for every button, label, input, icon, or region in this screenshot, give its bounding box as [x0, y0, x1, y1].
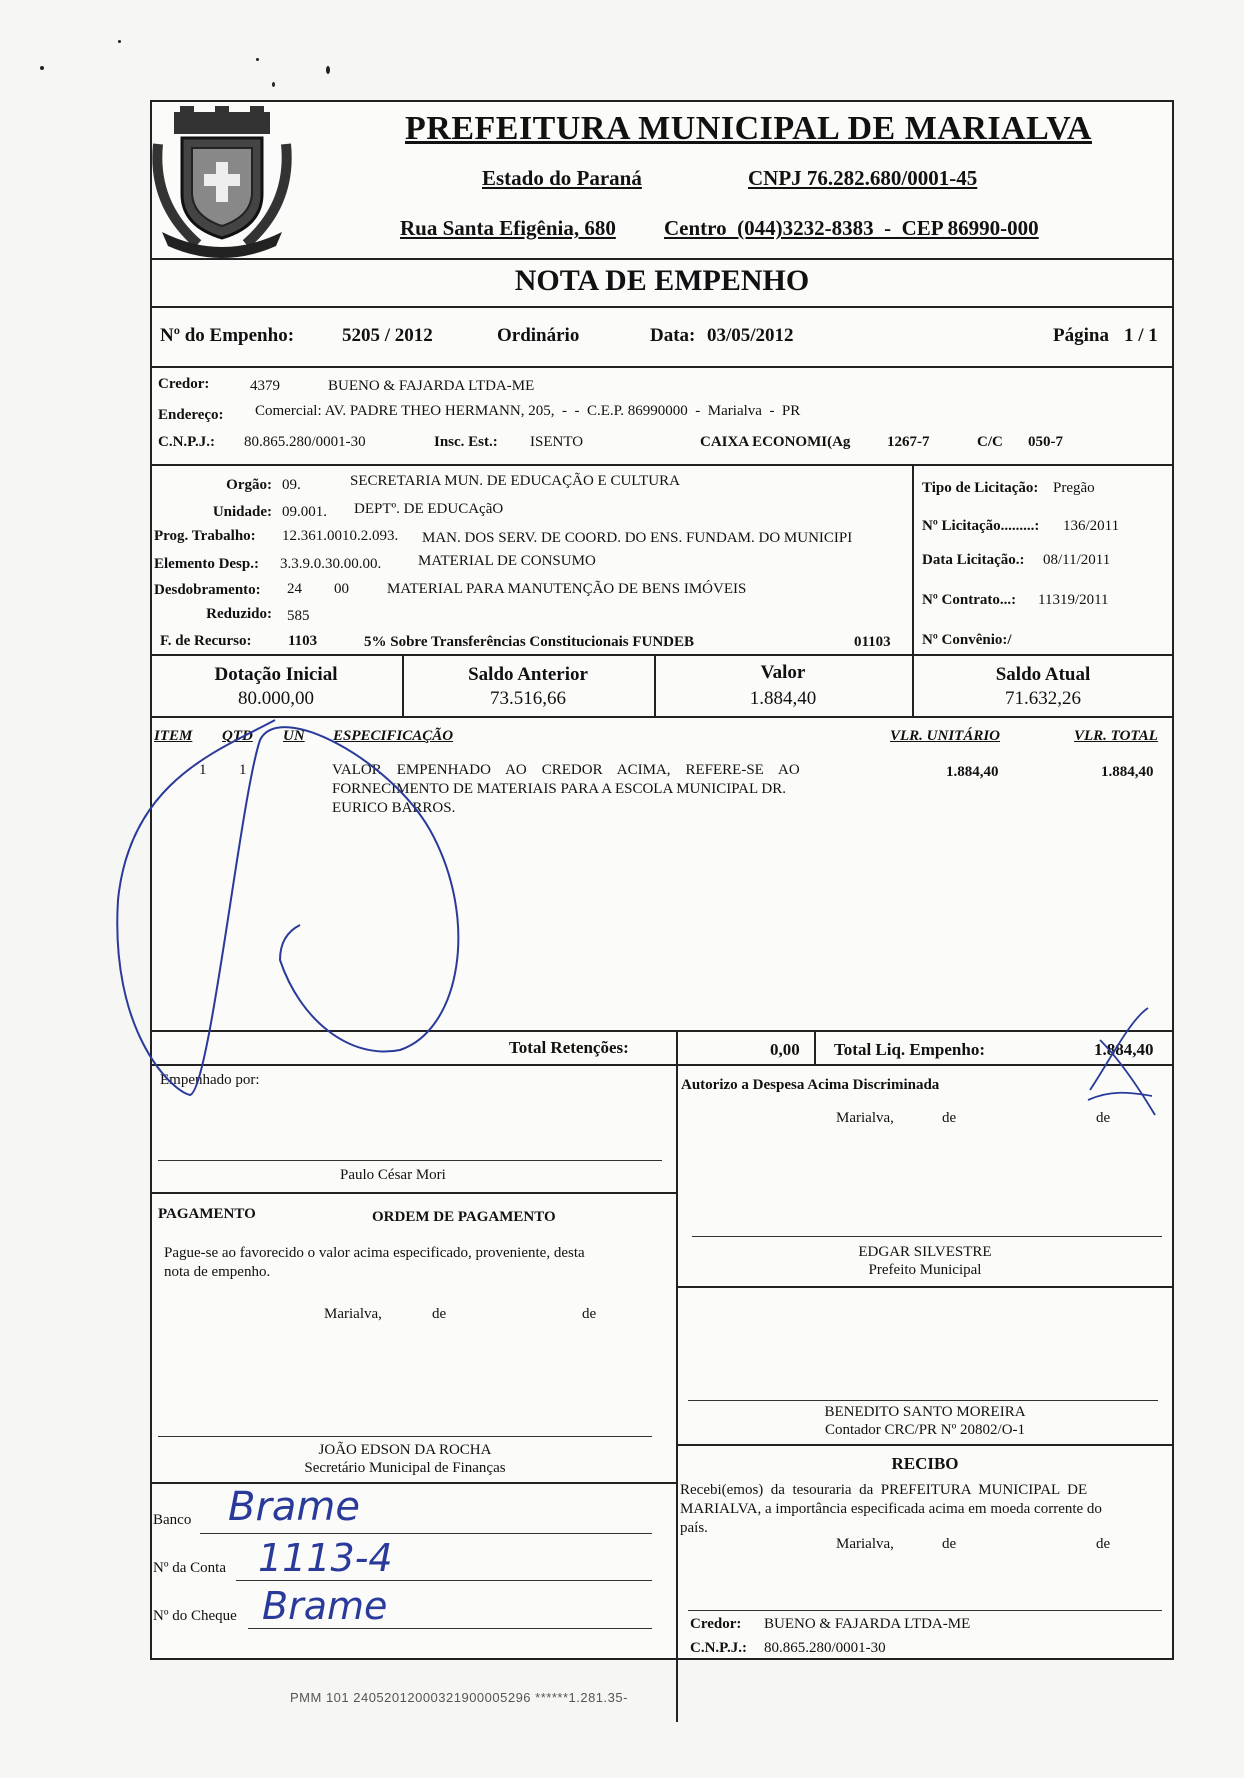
conta-label: Nº da Conta — [153, 1560, 226, 1576]
ordem-label: ORDEM DE PAGAMENTO — [372, 1209, 556, 1225]
header-street: Rua Santa Efigênia, 680 — [400, 216, 616, 240]
pague-line2: nota de empenho. — [164, 1264, 271, 1280]
row-vlr-unit: 1.884,40 — [946, 764, 999, 780]
credor-code: 4379 — [250, 378, 280, 394]
rec-credor-label: Credor: — [690, 1616, 742, 1632]
col-vlr-total: VLR. TOTAL — [1074, 728, 1158, 744]
reduzido-label: Reduzido: — [206, 606, 272, 622]
cc-value: 050-7 — [1028, 434, 1063, 450]
orgao-label: Orgão: — [226, 477, 272, 493]
prog-name: MAN. DOS SERV. DE COORD. DO ENS. FUNDAM. DO MUNICIPI — [422, 530, 853, 546]
credor-label: Credor: — [158, 376, 210, 392]
cheque-label: Nº do Cheque — [153, 1608, 237, 1624]
contrato-value: 11319/2011 — [1038, 592, 1109, 608]
pag-de1: de — [432, 1306, 447, 1322]
col-vlr-unit: VLR. UNITÁRIO — [890, 728, 1001, 744]
contador-role: Contador CRC/PR Nº 20802/O-1 — [824, 1422, 1026, 1438]
saldo-anterior-label: Saldo Anterior — [468, 664, 588, 685]
desdob-code1: 24 — [287, 581, 302, 597]
valor-label: Valor — [760, 662, 806, 683]
empenhado-name: Paulo César Mori — [340, 1167, 446, 1183]
desdob-name: MATERIAL PARA MANUTENÇÃO DE BENS IMÓVEIS — [387, 581, 747, 597]
page-number: 1 / 1 — [1124, 325, 1158, 346]
retencoes-label: Total Retenções: — [509, 1038, 629, 1057]
convenio-label: Nº Convênio:/ — [922, 632, 1012, 648]
desdob-label: Desdobramento: — [154, 582, 261, 598]
orgao-name: SECRETARIA MUN. DE EDUCAÇÃO E CULTURA — [350, 473, 680, 489]
row-desc-line2: FORNECIMENTO DE MATERIAIS PARA A ESCOLA MUNICIPAL DR. — [332, 781, 786, 797]
rec-de2: de — [1096, 1536, 1111, 1552]
cc-label: C/C — [977, 434, 1003, 450]
insc-label: Insc. Est.: — [434, 434, 498, 450]
recibo-title: RECIBO — [891, 1454, 959, 1473]
header-title: PREFEITURA MUNICIPAL DE MARIALVA — [405, 110, 1092, 147]
credor-cnpj-label: C.N.P.J.: — [158, 434, 215, 450]
rec-de1: de — [942, 1536, 957, 1552]
col-item: ITEM — [154, 728, 193, 744]
prefeito-role: Prefeito Municipal — [868, 1262, 982, 1278]
pag-de2: de — [582, 1306, 597, 1322]
licitacao-tipo-label: Tipo de Licitação: — [922, 480, 1039, 496]
recurso-code: 1103 — [288, 633, 318, 649]
header-cnpj: CNPJ 76.282.680/0001-45 — [748, 166, 978, 190]
saldo-atual-value: 71.632,26 — [1005, 688, 1081, 709]
municipal-crest — [152, 104, 292, 264]
insc-value: ISENTO — [530, 434, 584, 450]
address-label: Endereço: — [158, 407, 224, 423]
elemento-name: MATERIAL DE CONSUMO — [418, 553, 596, 569]
conta-handwritten: 1113-4 — [258, 1536, 393, 1580]
empenho-date-label: Data: — [650, 325, 696, 346]
doc-title: NOTA DE EMPENHO — [514, 264, 810, 297]
liq-value: 1.884,40 — [1094, 1040, 1154, 1059]
aut-de1: de — [942, 1110, 957, 1126]
elemento-label: Elemento Desp.: — [154, 556, 259, 572]
signature-scribble — [100, 700, 480, 1200]
recibo-line3: país. — [680, 1520, 708, 1536]
row-desc-line1: VALOR EMPENHADO AO CREDOR ACIMA, REFERE-SE AO — [332, 762, 800, 778]
signature-check — [1080, 1000, 1160, 1120]
rec-marialva: Marialva, — [836, 1536, 894, 1552]
row-qtd: 1 — [239, 762, 247, 778]
header-contact: Centro (044)3232-8383 - CEP 86990-000 — [664, 216, 1039, 240]
row-desc-line3: EURICO BARROS. — [332, 800, 456, 816]
pague-line1: Pague-se ao favorecido o valor acima especificado, proveniente, desta — [164, 1245, 585, 1261]
saldo-anterior-value: 73.516,66 — [490, 688, 566, 709]
autorizo-text: Autorizo a Despesa Acima Discriminada — [681, 1077, 940, 1093]
empenho-number-label: Nº do Empenho: — [160, 325, 295, 346]
banco-handwritten: Brame — [228, 1484, 360, 1530]
contador-name: BENEDITO SANTO MOREIRA — [824, 1404, 1026, 1420]
liq-label: Total Liq. Empenho: — [834, 1040, 985, 1059]
unidade-label: Unidade: — [212, 504, 272, 520]
pagamento-label: PAGAMENTO — [158, 1206, 256, 1222]
credor-cnpj: 80.865.280/0001-30 — [244, 434, 366, 450]
col-un: UN — [283, 728, 305, 744]
recibo-line2: MARIALVA, a importância especificada acima em moeda corrente do — [680, 1501, 1102, 1517]
licitacao-num-label: Nº Licitação.........: — [922, 518, 1040, 534]
dotacao-label: Dotação Inicial — [214, 664, 338, 685]
desdob-code2: 00 — [334, 581, 349, 597]
recurso-name: 5% Sobre Transferências Constitucionais FUNDEB — [364, 634, 695, 650]
secretario-role: Secretário Municipal de Finanças — [304, 1460, 506, 1476]
banco-label: Banco — [153, 1512, 192, 1528]
orgao-code: 09. — [282, 477, 301, 493]
credor-name: BUENO & FAJARDA LTDA-ME — [328, 378, 535, 394]
secretario-name: JOÃO EDSON DA ROCHA — [318, 1442, 492, 1458]
credor-agency: 1267-7 — [887, 434, 930, 450]
credor-address: Comercial: AV. PADRE THEO HERMANN, 205, - - C.E.P. 86990000 - Marialva - PR — [255, 403, 801, 419]
aut-marialva: Marialva, — [836, 1110, 894, 1126]
licitacao-tipo: Pregão — [1053, 480, 1095, 496]
footer-code: PMM 101 24052012000321900005296 ******1.281.35- — [290, 1690, 628, 1705]
unidade-code: 09.001. — [282, 504, 327, 520]
licitacao-data-label: Data Licitação.: — [922, 552, 1025, 568]
row-vlr-total: 1.884,40 — [1101, 764, 1154, 780]
dotacao-value: 80.000,00 — [238, 688, 314, 709]
unidade-name: DEPTº. DE EDUCAçãO — [354, 501, 504, 517]
page-label: Página — [1053, 325, 1109, 346]
row-item: 1 — [199, 762, 207, 778]
reduzido-value: 585 — [287, 608, 310, 624]
recurso-code2: 01103 — [854, 634, 891, 650]
aut-de2: de — [1096, 1110, 1111, 1126]
licitacao-data: 08/11/2011 — [1043, 552, 1111, 568]
empenhado-label: Empenhado por: — [160, 1072, 260, 1088]
recibo-line1: Recebi(emos) da tesouraria da PREFEITURA MUNICIPAL DE — [680, 1482, 1088, 1498]
empenho-number: 5205 / 2012 — [342, 325, 433, 346]
col-espec: ESPECIFICAÇÃO — [333, 728, 454, 744]
rec-cnpj-label: C.N.P.J.: — [690, 1640, 747, 1656]
valor-value: 1.884,40 — [749, 688, 817, 709]
contrato-label: Nº Contrato...: — [922, 592, 1017, 608]
prog-label: Prog. Trabalho: — [154, 528, 256, 544]
empenho-type: Ordinário — [497, 325, 580, 346]
retencoes-value: 0,00 — [770, 1040, 800, 1059]
empenho-date: 03/05/2012 — [707, 325, 794, 346]
saldo-atual-label: Saldo Atual — [995, 664, 1091, 685]
credor-bank: CAIXA ECONOMI(Ag — [700, 434, 851, 450]
elemento-code: 3.3.9.0.30.00.00. — [280, 556, 382, 572]
header-state: Estado do Paraná — [482, 166, 642, 190]
cheque-handwritten: Brame — [262, 1584, 388, 1628]
recurso-label: F. de Recurso: — [160, 633, 252, 649]
prefeito-name: EDGAR SILVESTRE — [858, 1244, 992, 1260]
pag-marialva: Marialva, — [324, 1306, 382, 1322]
rec-cnpj: 80.865.280/0001-30 — [764, 1640, 886, 1656]
col-qtd: QTD — [222, 728, 253, 744]
prog-code: 12.361.0010.2.093. — [282, 528, 399, 544]
licitacao-num: 136/2011 — [1063, 518, 1120, 534]
rec-credor-name: BUENO & FAJARDA LTDA-ME — [764, 1616, 971, 1632]
